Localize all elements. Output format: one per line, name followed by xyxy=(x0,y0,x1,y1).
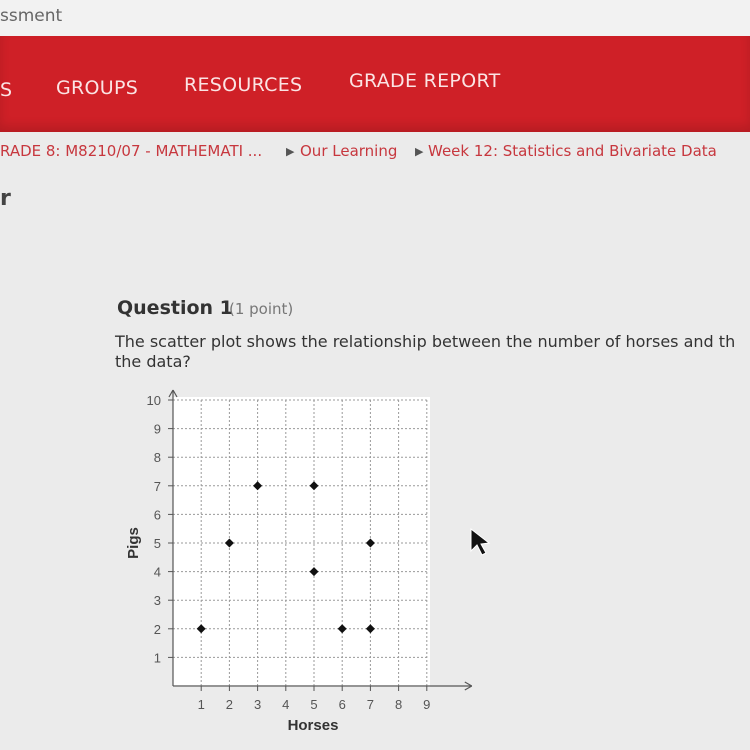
breadcrumb-arrow-icon: ▶ xyxy=(415,145,424,158)
y-tick-labels xyxy=(147,393,161,665)
x-tick-label: 9 xyxy=(423,697,431,712)
nav-item-grade-report[interactable]: GRADE REPORT xyxy=(349,70,501,92)
y-tick-label: 1 xyxy=(153,650,161,666)
breadcrumb-arrow-icon: ▶ xyxy=(286,145,295,158)
question-points: (1 point) xyxy=(229,300,294,318)
question-title: Question 1 xyxy=(117,297,233,319)
y-tick-label: 7 xyxy=(153,478,161,494)
x-tick-label: 1 xyxy=(197,697,205,712)
x-tick-label: 2 xyxy=(225,697,234,712)
y-tick-label: 6 xyxy=(153,507,161,523)
page-heading-partial: r xyxy=(0,186,11,211)
plot-area xyxy=(173,397,430,687)
question-text-continued: the data? xyxy=(115,352,191,371)
x-tick-label: 6 xyxy=(338,697,346,712)
nav-item-groups[interactable]: GROUPS xyxy=(56,77,139,99)
breadcrumb-course-link[interactable]: RADE 8: M8210/07 - MATHEMATI ... xyxy=(0,142,263,160)
x-tick-label: 3 xyxy=(253,697,262,712)
question-text: The scatter plot shows the relationship between the number of horses and th xyxy=(115,332,736,351)
y-axis-title: Pigs xyxy=(125,527,142,559)
x-tick-label: 4 xyxy=(282,697,290,712)
y-tick-label: 8 xyxy=(153,450,161,466)
breadcrumb-section-link[interactable]: Our Learning xyxy=(300,142,398,160)
y-tick-label: 2 xyxy=(153,621,161,637)
mouse-pointer-icon xyxy=(471,529,489,555)
nav-item-partial[interactable]: S xyxy=(0,79,13,101)
x-tick-label: 5 xyxy=(310,697,318,712)
nav-item-resources[interactable]: RESOURCES xyxy=(184,74,303,96)
x-axis-title: Horses xyxy=(287,717,339,734)
y-tick-label: 4 xyxy=(153,564,161,580)
app-title: ssment xyxy=(0,6,63,26)
y-tick-label: 10 xyxy=(146,393,161,408)
y-tick-label: 3 xyxy=(153,593,161,609)
x-tick-label: 7 xyxy=(366,697,375,712)
x-tick-labels xyxy=(198,697,431,712)
y-tick-label: 9 xyxy=(153,421,161,437)
breadcrumb-page-link[interactable]: Week 12: Statistics and Bivariate Data xyxy=(428,142,717,160)
x-tick-label: 8 xyxy=(394,697,403,712)
y-tick-label: 5 xyxy=(153,536,161,551)
